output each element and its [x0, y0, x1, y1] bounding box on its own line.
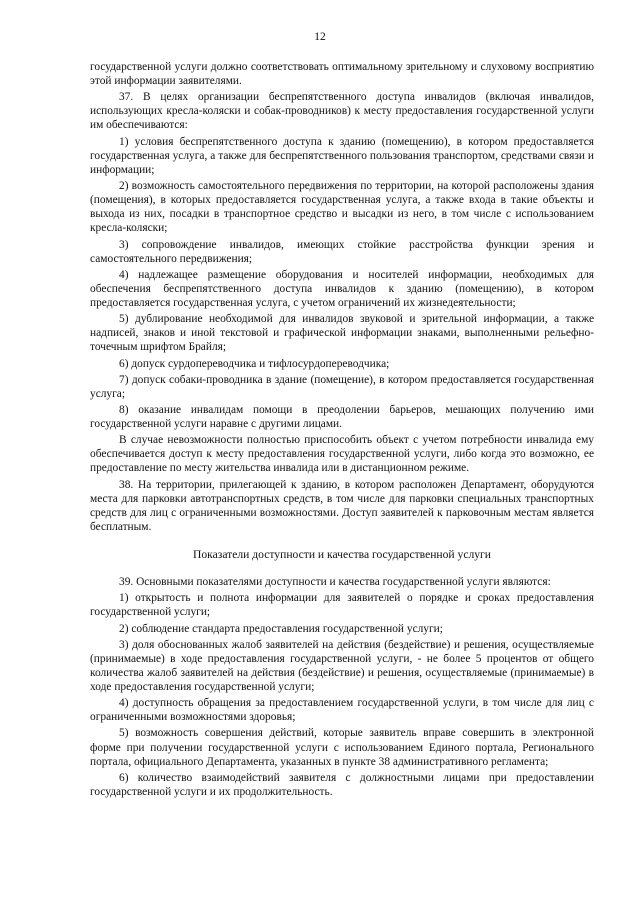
paragraph: 3) доля обоснованных жалоб заявителей на действия (бездействие) и решения, осуществляемые (принимаемые) в ходе предоставления государственной услуги, - не более 5 процентов от общего количества жалоб заявителей на действия (бездействие) и решения, осуществляемые (принимаемые) в ходе предоставления государственной услуги; — [90, 638, 594, 693]
paragraph: 4) доступность обращения за предоставлением государственной услуги, в том числе для лиц с ограниченными возможностями здоровья; — [90, 697, 594, 724]
paragraph: 7) допуск собаки-проводника в здание (помещение), в котором предоставляется государственная услуга; — [90, 373, 594, 400]
page-number: 12 — [314, 31, 326, 43]
paragraph: 6) количество взаимодействий заявителя с должностными лицами при предоставлении государственной услуги и их продолжительность. — [90, 771, 594, 798]
paragraph: В случае невозможности полностью приспособить объект с учетом потребности инвалида ему обеспечивается доступ к месту предоставления государственной услуги, либо когда это возможно, ее предоставление по месту жительства инвалида или в дистанционном режиме. — [90, 434, 594, 475]
paragraph: 3) сопровождение инвалидов, имеющих стойкие расстройства функции зрения и самостоятельного передвижения; — [90, 238, 594, 265]
paragraph: 38. На территории, прилегающей к зданию, в котором расположен Департамент, оборудуются места для парковки автотранспортных средств, в том числе для парковки специальных транспортных средств для лиц с ограниченными возможностями. Доступ заявителей к парковочным местам является бесплатным. — [90, 478, 594, 533]
paragraphs-after-heading — [90, 575, 594, 799]
paragraph: 39. Основными показателями доступности и качества государственной услуги являются: — [119, 576, 551, 589]
section-heading: Показатели доступности и качества государственной услуги — [192, 548, 492, 562]
paragraph: государственной услуги должно соответствовать оптимальному зрительному и слуховому восприятию этой информации заявителями. — [90, 61, 594, 88]
paragraph: 1) условия беспрепятственного доступа к зданию (помещению), в котором предоставляется государственная услуга, а также для беспрепятственного пользования транспортом, средствами связи и информации; — [90, 135, 594, 176]
paragraph: 2) соблюдение стандарта предоставления государственной услуги; — [119, 622, 443, 635]
paragraph: 2) возможность самостоятельного передвижения по территории, на которой расположены здания (помещения), в которых предоставляется государственная услуга, а также входа в такие объекты и выхода из них, посадки в транспортное средство и высадки из него, в том числе с использованием кресла-коляски; — [90, 180, 594, 235]
paragraph: 1) открытость и полнота информации для заявителей о порядке и сроках предоставления государственной услуги; — [90, 592, 594, 619]
paragraph: 37. В целях организации беспрепятственного доступа инвалидов (включая инвалидов, использующих кресла-коляски и собак-проводников) к месту предоставления государственной услуги им обеспечиваются: — [90, 91, 594, 132]
page-content — [90, 60, 594, 801]
paragraph: 4) надлежащее размещение оборудования и носителей информации, необходимых для обеспечения беспрепятственного доступа инвалидов к зданию (помещению), в котором предоставляется государственная услуга, с учетом ограничений их жизнедеятельности; — [90, 268, 594, 309]
paragraph: 8) оказание инвалидам помощи в преодолении барьеров, мешающих получению ими государственной услуги наравне с другими лицами. — [90, 404, 594, 431]
paragraph: 5) дублирование необходимой для инвалидов звуковой и зрительной информации, а также надписей, знаков и иной текстовой и графической информации знаками, выполненными рельефно-точечным шрифтом Брайля; — [90, 313, 594, 354]
paragraph: 5) возможность совершения действий, которые заявитель вправе совершить в электронной форме при получении государственной услуги с использованием Единого портала, Регионального портала, официального Департамента, указанных в пункте 38 административного регламента; — [90, 727, 594, 768]
paragraph: 6) допуск сурдопереводчика и тифлосурдопереводчика; — [119, 357, 390, 370]
paragraphs-before-heading — [90, 60, 594, 534]
